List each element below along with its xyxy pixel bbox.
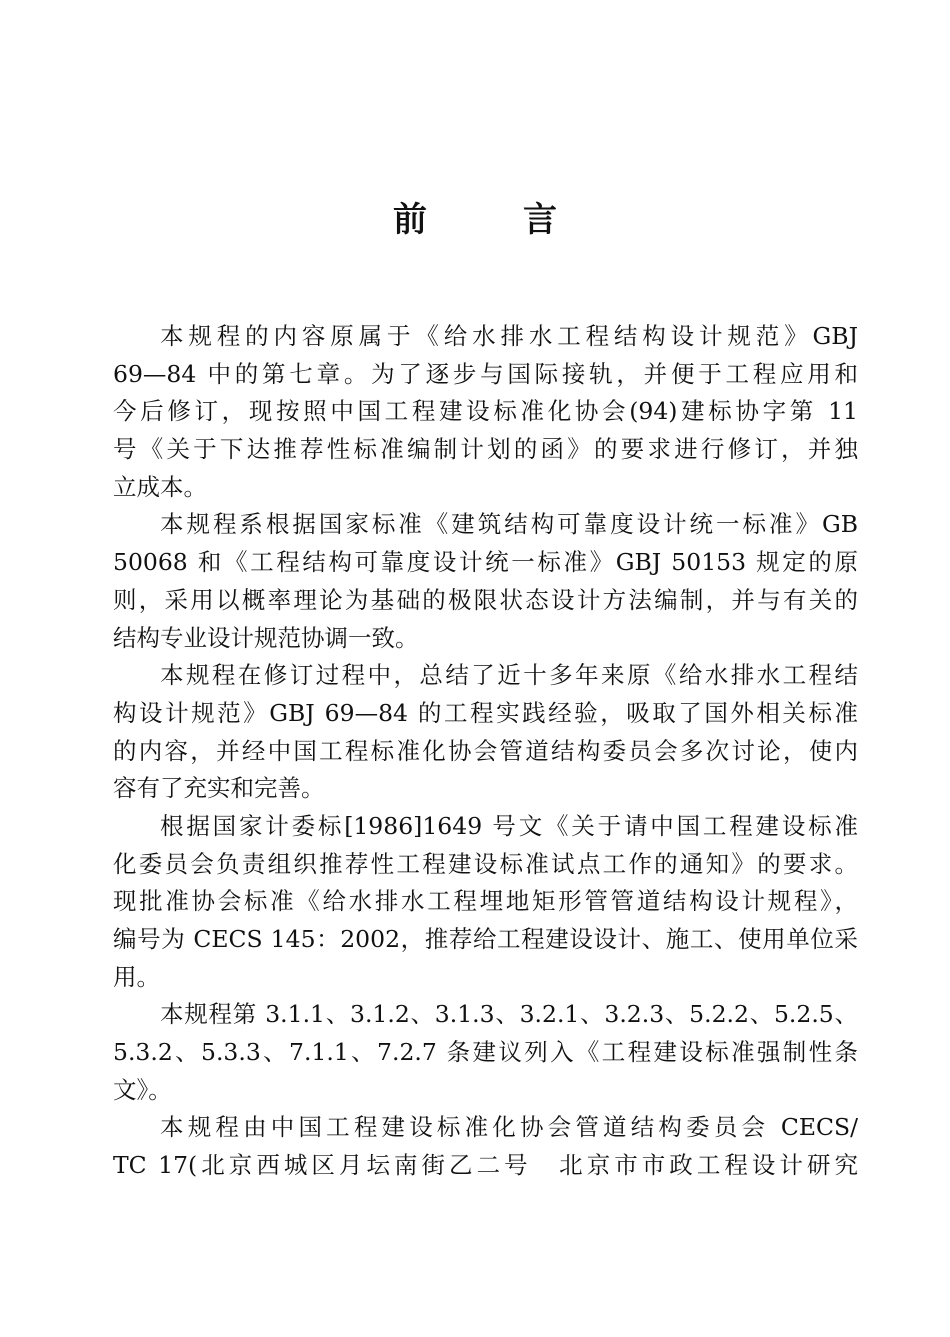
text-line: 现批准协会标准《给水排水工程埋地矩形管管道结构设计规程》， — [113, 887, 858, 916]
page-title — [0, 196, 950, 244]
text-line: 文》。 — [113, 1075, 172, 1104]
paragraph — [113, 1109, 858, 1184]
text-line: 容有了充实和完善。 — [113, 774, 325, 803]
text-line: 号《关于下达推荐性标准编制计划的函》的要求进行修订，并独 — [113, 435, 858, 464]
text-line: 化委员会负责组织推荐性工程建设标准试点工作的通知》的要求。 — [113, 849, 858, 878]
text-line: 本规程的内容原属于《给水排水工程结构设计规范》GBJ — [160, 322, 858, 350]
text-line: 5.3.2、5.3.3、7.1.1、7.2.7 条建议列入《工程建设标准强制性条 — [113, 1038, 858, 1067]
text-line: 本规程系根据国家标准《建筑结构可靠度设计统一标准》GB — [160, 510, 858, 539]
title-char-1: 前 — [393, 200, 427, 240]
text-line: 编号为 CECS 145：2002，推荐给工程建设设计、施工、使用单位采 — [113, 925, 858, 953]
text-line: 结构专业设计规范协调一致。 — [113, 623, 419, 652]
text-line: 则，采用以概率理论为基础的极限状态设计方法编制，并与有关的 — [113, 585, 858, 614]
text-line: 69—84 中的第七章。为了逐步与国际接轨，并便于工程应用和 — [113, 359, 858, 388]
text-line: 今后修订，现按照中国工程建设标准化协会(94)建标协字第 11 — [113, 397, 858, 426]
paragraph — [113, 506, 858, 657]
text-line: 本规程第 3.1.1、3.1.2、3.1.3、3.2.1、3.2.3、5.2.2、5.2.5、 — [160, 1000, 858, 1029]
text-line: 用。 — [113, 962, 160, 991]
paragraph — [113, 657, 858, 808]
paragraph — [113, 996, 858, 1109]
text-line: 50068 和《工程结构可靠度设计统一标准》GBJ 50153 规定的原 — [113, 548, 858, 577]
text-line: 本规程由中国工程建设标准化协会管道结构委员会 CECS/ — [160, 1113, 858, 1142]
paragraph — [113, 318, 858, 506]
paragraph — [113, 808, 858, 996]
text-line: TC 17(北京西城区月坛南街乙二号 北京市市政工程设计研究 — [113, 1151, 858, 1180]
text-line: 根据国家计委标[1986]1649 号文《关于请中国工程建设标准 — [160, 811, 858, 840]
text-line: 构设计规范》GBJ 69—84 的工程实践经验，吸取了国外相关标准 — [113, 698, 858, 727]
body-text — [113, 318, 858, 1185]
text-line: 的内容，并经中国工程标准化协会管道结构委员会多次讨论，使内 — [113, 736, 858, 765]
text-line: 立成本。 — [113, 472, 207, 501]
title-char-2: 言 — [523, 200, 557, 240]
text-line: 本规程在修订过程中，总结了近十多年来原《给水排水工程结 — [160, 661, 858, 690]
